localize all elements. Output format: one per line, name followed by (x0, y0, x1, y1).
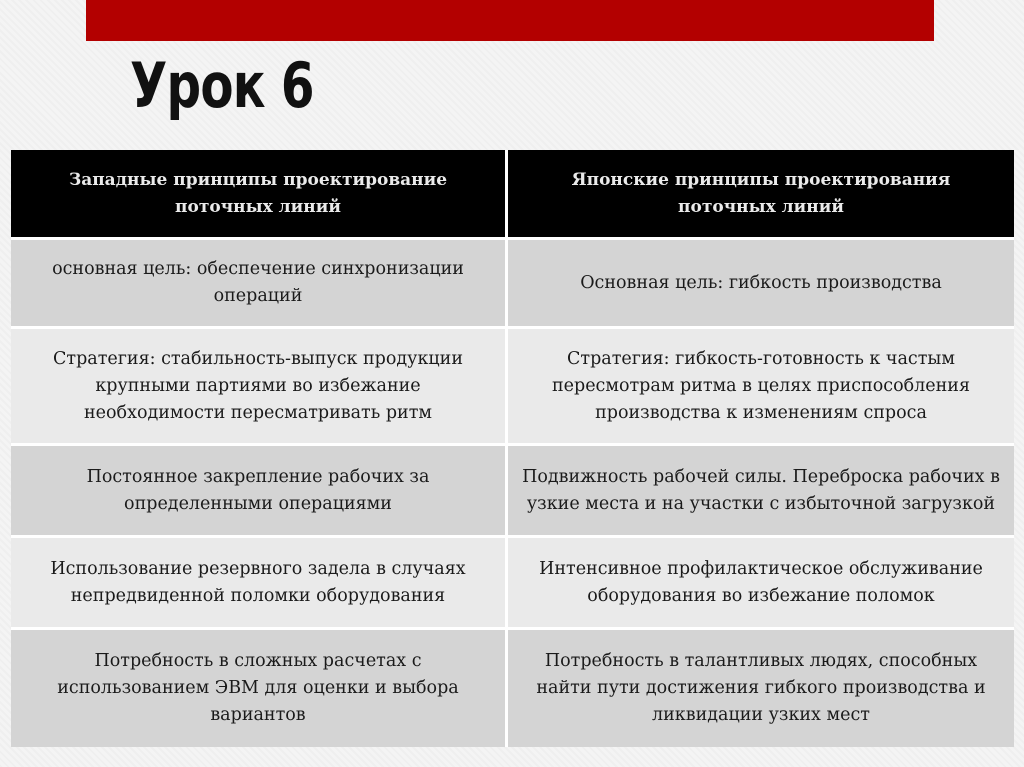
table-cell-western: Стратегия: стабильность-выпуск продукции крупными партиями во избежание необходимости пересматривать ритм (11, 329, 505, 446)
table-cell-western: Использование резервного задела в случаях непредвиденной поломки оборудования (11, 538, 505, 630)
table-cell-japanese: Потребность в талантливых людях, способных найти пути достижения гибкого производства и ликвидации узких мест (505, 630, 1014, 747)
table-cell-western: основная цель: обеспечение синхронизации операций (11, 240, 505, 329)
table-cell-japanese: Основная цель: гибкость производства (505, 240, 1014, 329)
table-cell-western: Потребность в сложных расчетах с использованием ЭВМ для оценки и выбора вариантов (11, 630, 505, 747)
table-cell-japanese: Подвижность рабочей силы. Переброска рабочих в узкие места и на участки с избыточной загрузкой (505, 446, 1014, 538)
header-western: Западные принципы проектирование поточных линий (11, 150, 505, 240)
table-row (11, 329, 1014, 446)
table-cell-japanese: Стратегия: гибкость-готовность к частым пересмотрам ритма в целях приспособления производства к изменениям спроса (505, 329, 1014, 446)
table-cell-japanese: Интенсивное профилактическое обслуживание оборудования во избежание поломок (505, 538, 1014, 630)
table-row (11, 630, 1014, 747)
comparison-table (11, 150, 1014, 747)
table-row (11, 446, 1014, 538)
top-accent-bar (86, 0, 934, 41)
header-japanese: Японские принципы проектирования поточных линий (505, 150, 1014, 240)
table-header-row (11, 150, 1014, 240)
slide-title: Урок 6 (130, 49, 314, 122)
table-cell-western: Постоянное закрепление рабочих за определенными операциями (11, 446, 505, 538)
table-row (11, 240, 1014, 329)
table-row (11, 538, 1014, 630)
